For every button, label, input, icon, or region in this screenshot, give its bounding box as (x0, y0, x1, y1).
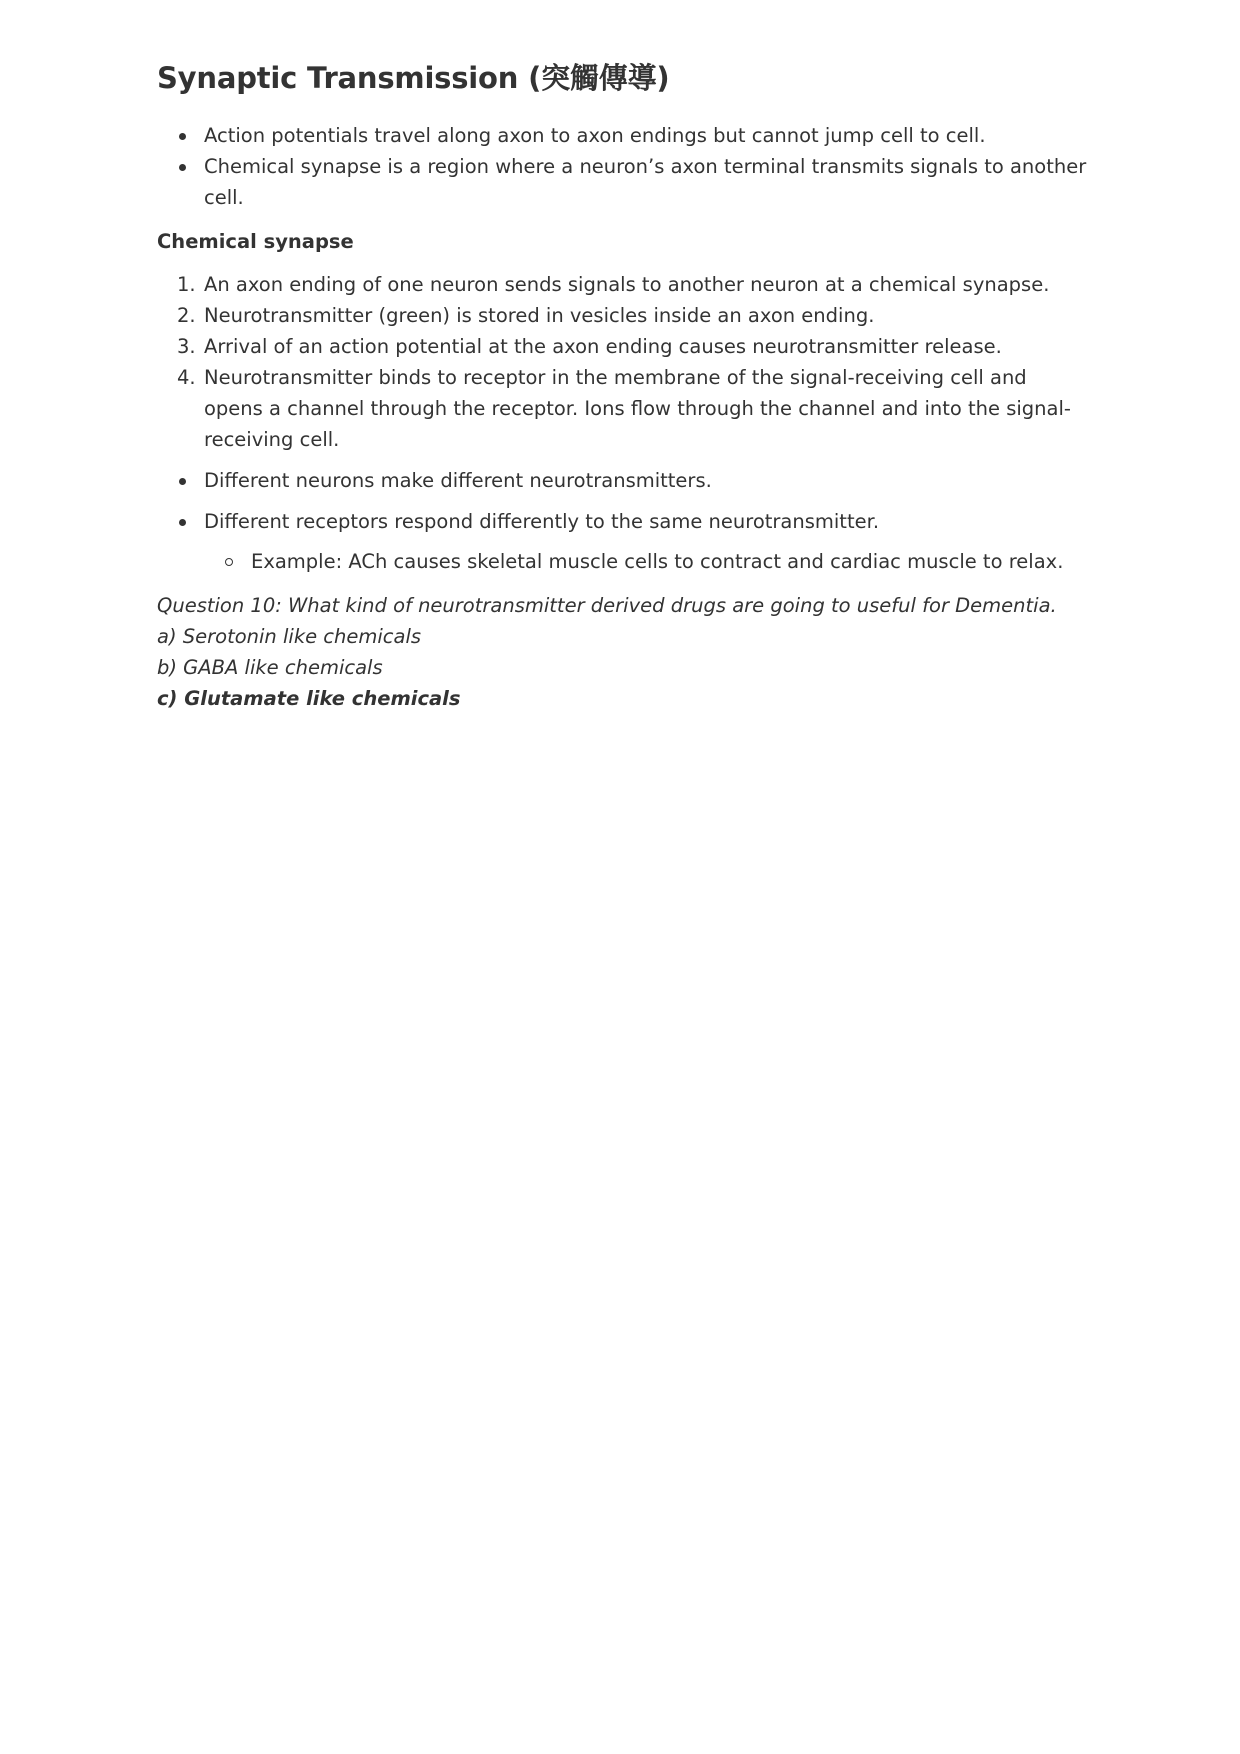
section-heading: Chemical synapse (157, 230, 354, 253)
step-number: 3. (177, 335, 196, 358)
list-item (157, 362, 1087, 455)
list-item-text: Example: ACh causes skeletal muscle cells to contract and cardiac muscle to relax. (251, 550, 1064, 573)
list-item (157, 269, 1087, 300)
list-item (157, 546, 1087, 577)
list-item-text: Neurotransmitter (green) is stored in vesicles inside an axon ending. (204, 304, 875, 327)
list-item (157, 120, 1087, 151)
bullet-icon (179, 478, 186, 485)
document-page (157, 58, 1087, 714)
list-item-text: Arrival of an action potential at the axon ending causes neurotransmitter release. (204, 335, 1002, 358)
list-item-text: Chemical synapse is a region where a neuron’s axon terminal transmits signals to another cell. (204, 155, 1087, 209)
bullet-icon (179, 133, 186, 140)
list-item-text: An axon ending of one neuron sends signals to another neuron at a chemical synapse. (204, 273, 1050, 296)
question-prompt: Question 10: What kind of neurotransmitter derived drugs are going to useful for Dementia. (157, 594, 1057, 617)
list-item (157, 300, 1087, 331)
sub-bullet-list (157, 546, 1087, 577)
answer-option-c: c) Glutamate like chemicals (157, 687, 461, 710)
bullet-icon (179, 519, 186, 526)
list-item-text: Different receptors respond differently to the same neurotransmitter. (204, 510, 880, 533)
more-bullet-list (157, 465, 1087, 537)
list-item-text: Neurotransmitter binds to receptor in the membrane of the signal-receiving cell and opens a channel through the receptor. Ions flow through the channel and into the signal-receiving cell. (204, 366, 1071, 451)
answer-option-a: a) Serotonin like chemicals (157, 625, 422, 648)
list-item (157, 331, 1087, 362)
list-item (157, 465, 1087, 496)
answer-option-b: b) GABA like chemicals (157, 656, 383, 679)
page-title: Synaptic Transmission (突觸傳導) (157, 61, 670, 95)
list-item (157, 506, 1087, 537)
step-number: 2. (177, 304, 196, 327)
list-item (157, 151, 1087, 213)
list-item-text: Action potentials travel along axon to axon endings but cannot jump cell to cell. (204, 124, 986, 147)
steps-list (157, 269, 1087, 455)
question-block (157, 590, 1087, 714)
step-number: 1. (177, 273, 196, 296)
step-number: 4. (177, 366, 196, 389)
intro-bullet-list (157, 120, 1087, 213)
list-item-text: Different neurons make different neurotransmitters. (204, 469, 712, 492)
bullet-icon (179, 164, 186, 171)
hollow-bullet-icon (225, 558, 233, 566)
